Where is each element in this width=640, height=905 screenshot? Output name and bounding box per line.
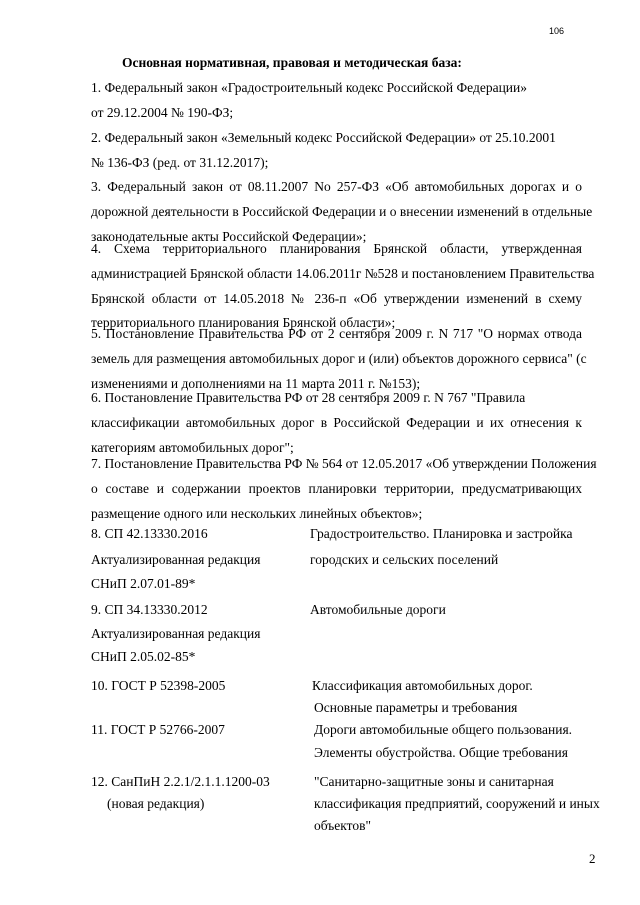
standard-8-code: 8. СП 42.13330.2016: [91, 526, 208, 541]
standard-8-title-cont: городских и сельских поселений: [310, 552, 499, 567]
standard-11-code: 11. ГОСТ Р 52766-2007: [91, 722, 225, 737]
list-item-line: 5. Постановление Правительства РФ от 2 сентября 2009 г. N 717 "О нормах отвода: [91, 326, 582, 341]
list-item-line: администрацией Брянской области 14.06.2011г №528 и постановлением Правительства: [91, 265, 595, 281]
list-item-2: [91, 126, 582, 176]
list-item-7: [91, 452, 597, 526]
list-item-line: 2. Федеральный закон «Земельный кодекс Российской Федерации» от 25.10.2001: [91, 130, 556, 145]
standard-10-code: 10. ГОСТ Р 52398-2005: [91, 678, 226, 693]
list-item-line: о составе и содержании проектов планировки территории, предусматривающих: [91, 480, 582, 496]
standard-9-snip: СНиП 2.05.02-85*: [91, 649, 196, 664]
page-number-top: 106: [549, 26, 565, 36]
standard-8-snip: СНиП 2.07.01-89*: [91, 576, 196, 591]
list-item-line: 7. Постановление Правительства РФ № 564 от 12.05.2017 «Об утверждении Положения: [91, 456, 597, 471]
list-item-line: размещение одного или нескольких линейных объектов»;: [91, 505, 423, 521]
standard-10-title-cont: Основные параметры и требования: [314, 700, 518, 715]
list-item-line: категориям автомобильных дорог";: [91, 439, 294, 455]
list-item-line: земель для размещения автомобильных дорог и (или) объектов дорожного сервиса" (с: [91, 350, 587, 366]
list-item-line: изменениями и дополнениями на 11 марта 2011 г. №153);: [91, 375, 421, 391]
standard-8-edition: Актуализированная редакция: [91, 552, 261, 567]
list-item-line: законодательные акты Российской Федерации»;: [91, 228, 367, 244]
list-item-line: территориального планирования Брянской области»;: [91, 315, 396, 331]
standard-11-title: Дороги автомобильные общего пользования.: [314, 722, 573, 737]
standard-12-title-end: объектов": [314, 818, 371, 833]
list-item-line: 4. Схема территориального планирования Брянской области, утвержденная: [91, 241, 582, 256]
list-item-line: от 29.12.2004 № 190-ФЗ;: [91, 104, 234, 120]
standard-9-code: 9. СП 34.13330.2012: [91, 602, 208, 617]
page-number-bottom: 2: [589, 851, 596, 866]
standard-12-edition: (новая редакция): [107, 796, 205, 811]
list-item-line: 6. Постановление Правительства РФ от 28 сентября 2009 г. N 767 "Правила: [91, 390, 526, 405]
standard-8-title: Градостроительство. Планировка и застройка: [310, 526, 573, 541]
standard-9-edition: Актуализированная редакция: [91, 626, 261, 641]
section-heading: Основная нормативная, правовая и методическая база:: [122, 55, 462, 70]
list-item-line: № 136-ФЗ (ред. от 31.12.2017);: [91, 154, 269, 170]
standard-10-title: Классификация автомобильных дорог.: [312, 678, 533, 693]
standard-12-title-cont: классификация предприятий, сооружений и иных: [314, 796, 600, 811]
list-item-line: 1. Федеральный закон «Градостроительный кодекс Российской Федерации»: [91, 80, 527, 95]
standard-12-code: 12. СанПиН 2.2.1/2.1.1.1200-03: [91, 774, 270, 789]
standard-11-title-cont: Элементы обустройства. Общие требования: [314, 745, 568, 760]
list-item-1: [91, 76, 582, 126]
list-item-line: классификации автомобильных дорог в Российской Федерации и их отнесения к: [91, 414, 582, 430]
list-item-line: дорожной деятельности в Российской Федерации и о внесении изменений в отдельные: [91, 203, 593, 219]
list-item-line: Брянской области от 14.05.2018 № 236-п «Об утверждении изменений в схему: [91, 290, 582, 306]
standard-12-title: "Санитарно-защитные зоны и санитарная: [314, 774, 554, 789]
list-item-line: 3. Федеральный закон от 08.11.2007 No 257-ФЗ «Об автомобильных дорогах и о: [91, 179, 582, 194]
standard-9-title: Автомобильные дороги: [310, 602, 446, 617]
list-item-6: [91, 386, 582, 460]
